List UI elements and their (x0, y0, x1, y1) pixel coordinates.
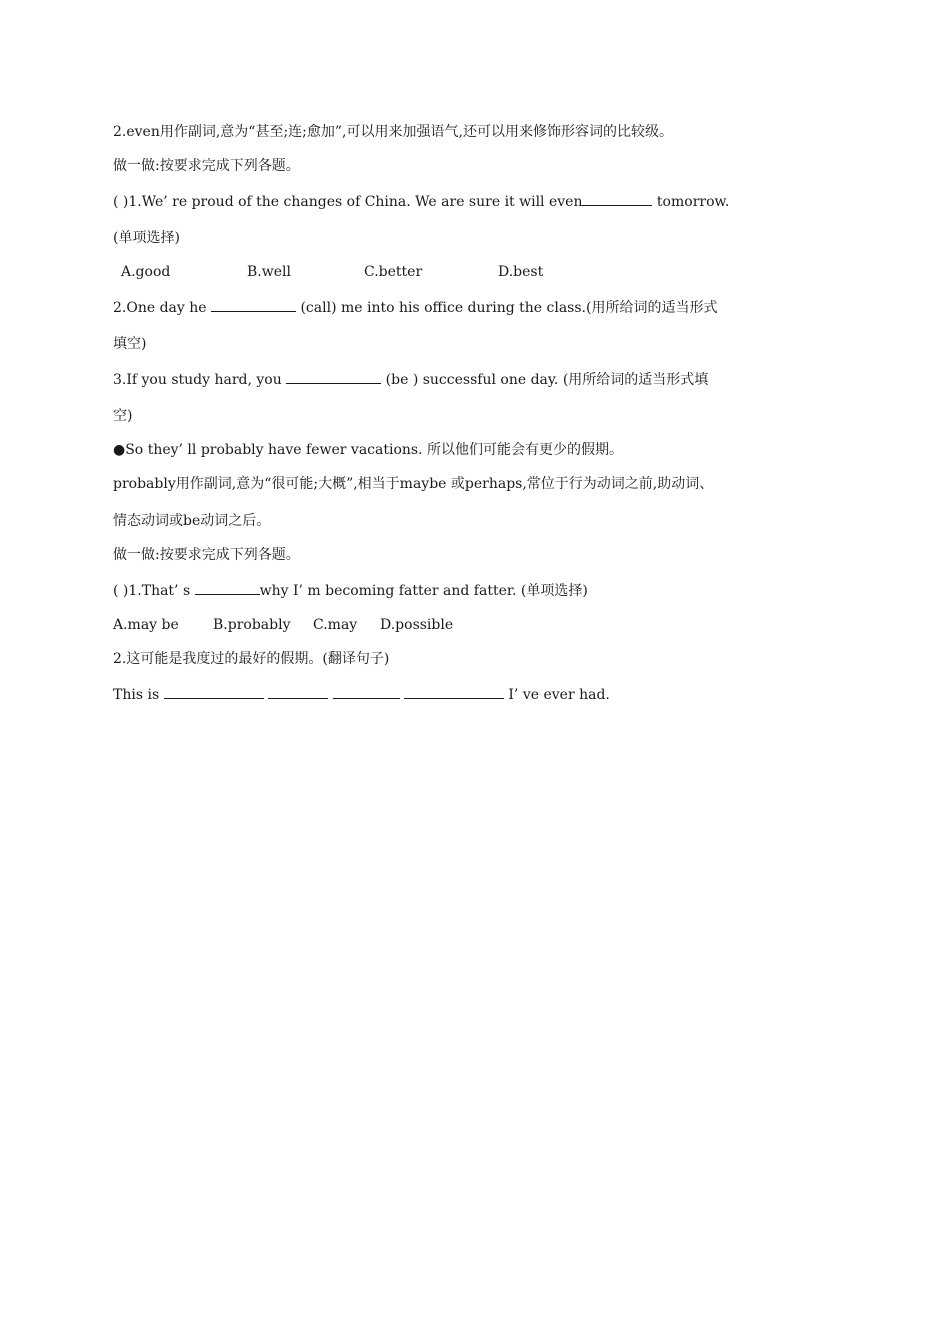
probably-question-1-options (113, 615, 843, 635)
question-text: tomorrow. (652, 194, 730, 210)
answer-blank[interactable] (195, 579, 260, 595)
answer-blank-1[interactable] (164, 683, 264, 699)
even-question-2-continuation: 填空) (113, 336, 147, 352)
question-text: I’ ve ever had. (503, 687, 610, 703)
probably-question-1 (113, 579, 843, 601)
question-text: ( )1.That’ s (113, 583, 195, 599)
option-c[interactable]: C.better (364, 264, 423, 280)
answer-blank[interactable] (286, 368, 381, 384)
option-d[interactable]: D.possible (380, 617, 454, 633)
question-text: (be ) successful one day. (用所给词的适当形式填 (381, 372, 709, 388)
probably-practice-heading: 做一做:按要求完成下列各题。 (113, 547, 300, 563)
even-question-1 (113, 190, 843, 212)
option-b[interactable]: B.probably (213, 617, 291, 633)
answer-blank-2[interactable] (268, 683, 328, 699)
worksheet-page (113, 122, 843, 705)
even-explanation: 2.even用作副词,意为“甚至;连;愈加”,可以用来加强语气,还可以用来修饰形容词的比较级。 (113, 124, 673, 140)
even-practice-heading: 做一做:按要求完成下列各题。 (113, 158, 300, 174)
even-question-3 (113, 368, 843, 390)
even-question-3-continuation: 空) (113, 408, 133, 424)
question-text: This is (113, 687, 164, 703)
even-question-1-options (113, 262, 843, 282)
bullet-icon: ● (113, 442, 126, 458)
option-c[interactable]: C.may (313, 617, 358, 633)
answer-blank[interactable] (211, 296, 296, 312)
question-text: 2.One day he (113, 300, 212, 316)
option-a[interactable]: A.may be (113, 617, 179, 633)
question-text: ( )1.We’ re proud of the changes of China. We are sure it will even (113, 194, 583, 210)
probably-example (113, 440, 843, 460)
option-a[interactable]: A.good (121, 264, 171, 280)
question-text: 3.If you study hard, you (113, 372, 287, 388)
example-sentence: So they’ ll probably have fewer vacations. 所以他们可能会有更少的假期。 (125, 442, 623, 458)
even-question-1-instruction: (单项选择) (113, 230, 180, 246)
even-question-2 (113, 296, 843, 318)
probably-question-2: 2.这可能是我度过的最好的假期。(翻译句子) (113, 651, 390, 667)
probably-explanation-line-1: probably用作副词,意为“很可能;大概”,相当于maybe 或perhaps,常位于行为动词之前,助动词、 (113, 476, 714, 492)
question-text: (call) me into his office during the class.(用所给词的适当形式 (296, 300, 718, 316)
probably-explanation-line-2: 情态动词或be动词之后。 (113, 513, 271, 529)
answer-blank[interactable] (582, 190, 652, 206)
probably-question-2-answer-line (113, 683, 843, 705)
answer-blank-4[interactable] (404, 683, 504, 699)
option-b[interactable]: B.well (247, 264, 291, 280)
answer-blank-3[interactable] (333, 683, 400, 699)
option-d[interactable]: D.best (498, 264, 544, 280)
question-text: why I’ m becoming fatter and fatter. (单项选择) (259, 583, 588, 599)
